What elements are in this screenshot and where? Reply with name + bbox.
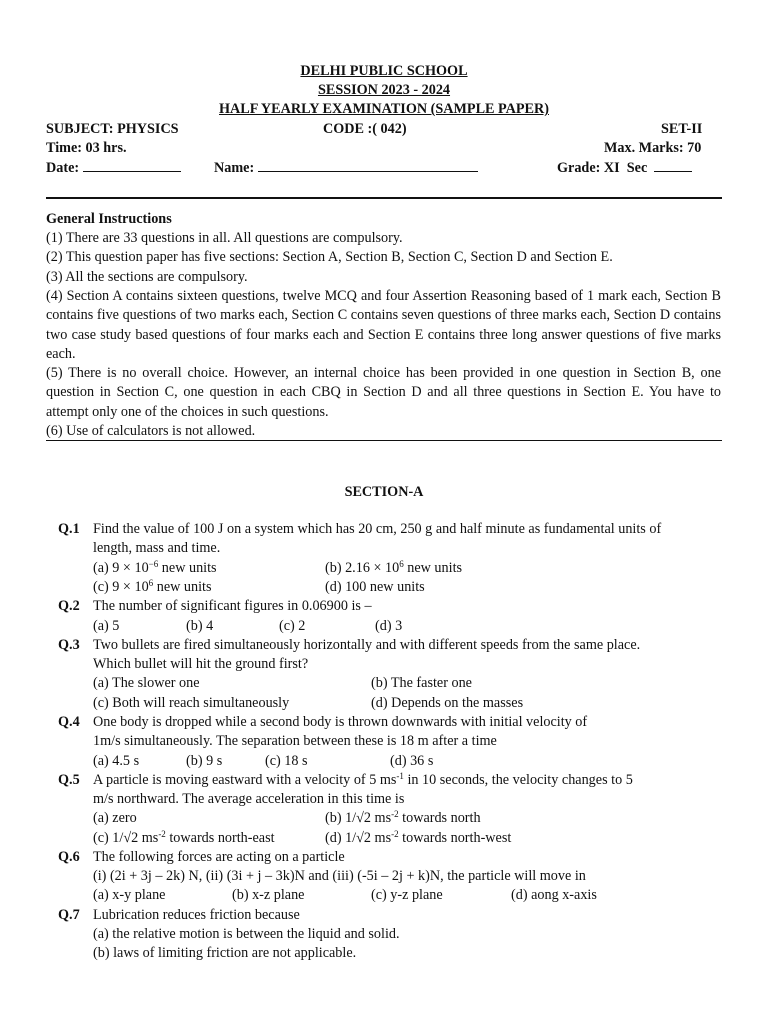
instructions-divider [46,440,722,441]
name-label: Name: [214,160,255,176]
date-field [46,158,181,178]
option-b: (b) x-z plane [232,887,305,903]
option-c: (c) $9 \times 10^6$ new units [93,578,212,595]
option-a: (a) zero [93,810,137,826]
option-d: (d) 1/√2 $ms^{-2}$ towards north-west [325,829,512,846]
option-a: (a) The slower one [93,675,200,691]
instructions-heading: General Instructions [46,211,172,227]
date-label: Date: [46,160,80,176]
question-text: The following forces are acting on a particle [93,849,345,865]
option-d: (d) 100 new units [325,579,425,595]
name-blank [258,158,478,172]
question-text: Find the value of 100 J on a system which has 20 cm, 250 g and half minute as fundamental units of [93,521,662,537]
instruction-2: (2) This question paper has five sections: Section A, Section B, Section C, Section D and Section E. [46,249,613,265]
paper-code: CODE :( 042) [323,121,407,137]
option-a: (a) the relative motion is between the liquid and solid. [93,926,400,942]
question-text: The number of significant figures in 0.06900 is – [93,598,372,614]
session-line: SESSION 2023 - 2024 [317,82,451,98]
option-a: (a) 4.5 s [93,753,140,769]
option-b: (b) 1/√2 $ms^{-2}$ towards north [325,809,481,826]
option-a: (a) 5 [93,618,120,634]
grade-field [557,158,692,178]
question-text: Lubrication reduces friction because [93,907,300,923]
option-d: (d) aong x-axis [511,887,597,903]
question-text: Two bullets are fired simultaneously horizontally and with different speeds from the same place. [93,637,641,653]
option-a: (a) $9 \times 10^{-6}$ new units [93,559,217,576]
subject-label: SUBJECT: PHYSICS [46,121,179,137]
date-blank [83,158,181,172]
option-a: (a) x-y plane [93,887,166,903]
question-number: Q.5 [58,772,80,788]
option-d: (d) 3 [375,618,403,634]
option-c: (c) 1/√2 $ms^{-2}$ towards north-east [93,829,275,846]
max-marks-label: Max. Marks: 70 [604,140,702,156]
option-b: (b) laws of limiting friction are not applicable. [93,945,357,961]
question-text: One body is dropped while a second body is thrown downwards with initial velocity of [93,714,588,730]
time-label: Time: 03 hrs. [46,140,127,156]
option-d: (d) Depends on the masses [371,695,524,711]
question-number: Q.1 [58,521,80,537]
question-text-cont: length, mass and time. [93,540,221,556]
option-c: (c) Both will reach simultaneously [93,695,290,711]
question-number: Q.3 [58,637,80,653]
option-d: (d) 36 s [390,753,434,769]
question-number: Q.4 [58,714,80,730]
instruction-5: (5) There is no overall choice. However, an internal choice has been provided in one question in Section B, one question in Section C, one question in each CBQ in Section D and all three questions in Section E. You have to attempt only one of the choices in such questions. [46,365,721,420]
school-name: DELHI PUBLIC SCHOOL [300,63,468,79]
option-b: (b) $2.16 \times 10^6$ new units [325,559,463,576]
header-divider [46,197,722,199]
option-c: (c) 18 s [265,753,308,769]
question-number: Q.7 [58,907,80,923]
option-b: (b) 9 s [186,753,223,769]
question-text: A particle is moving eastward with a velocity of 5 $ms^{-1}$ in 10 seconds, the velocity changes to 5 [93,771,633,788]
sec-label: Sec [626,160,648,176]
name-field [214,158,478,178]
exam-title: HALF YEARLY EXAMINATION (SAMPLE PAPER) [219,101,549,117]
option-c: (c) 2 [279,618,306,634]
instruction-3: (3) All the sections are compulsory. [46,269,248,285]
option-c: (c) y-z plane [371,887,443,903]
question-text-cont: Which bullet will hit the ground first? [93,656,309,672]
set-label: SET-II [661,121,703,137]
instruction-1: (1) There are 33 questions in all. All questions are compulsory. [46,230,403,246]
sec-blank [654,158,692,172]
question-number: Q.6 [58,849,80,865]
instruction-4: (4) Section A contains sixteen questions, twelve MCQ and four Assertion Reasoning based of 1 mark each, Section B contains five questions of two marks each, Section C contains seven questions of three marks each, Section D contains two case study based questions of four marks each and Section E contains three long answer questions of five marks each. [46,288,721,363]
question-number: Q.2 [58,598,80,614]
grade-label: Grade: XI [557,160,620,176]
question-text-cont: (i) (2i + 3j – 2k) N, (ii) (3i + j – 3k)N and (iii) (-5i – 2j + k)N, the particle will move in [93,868,586,884]
section-title: SECTION-A [344,484,424,500]
instruction-6: (6) Use of calculators is not allowed. [46,423,256,439]
option-b: (b) 4 [186,618,214,634]
question-text-cont: 1m/s simultaneously. The separation between these is 18 m after a time [93,733,497,749]
question-text-cont: m/s northward. The average acceleration in this time is [93,791,405,807]
option-b: (b) The faster one [371,675,472,691]
